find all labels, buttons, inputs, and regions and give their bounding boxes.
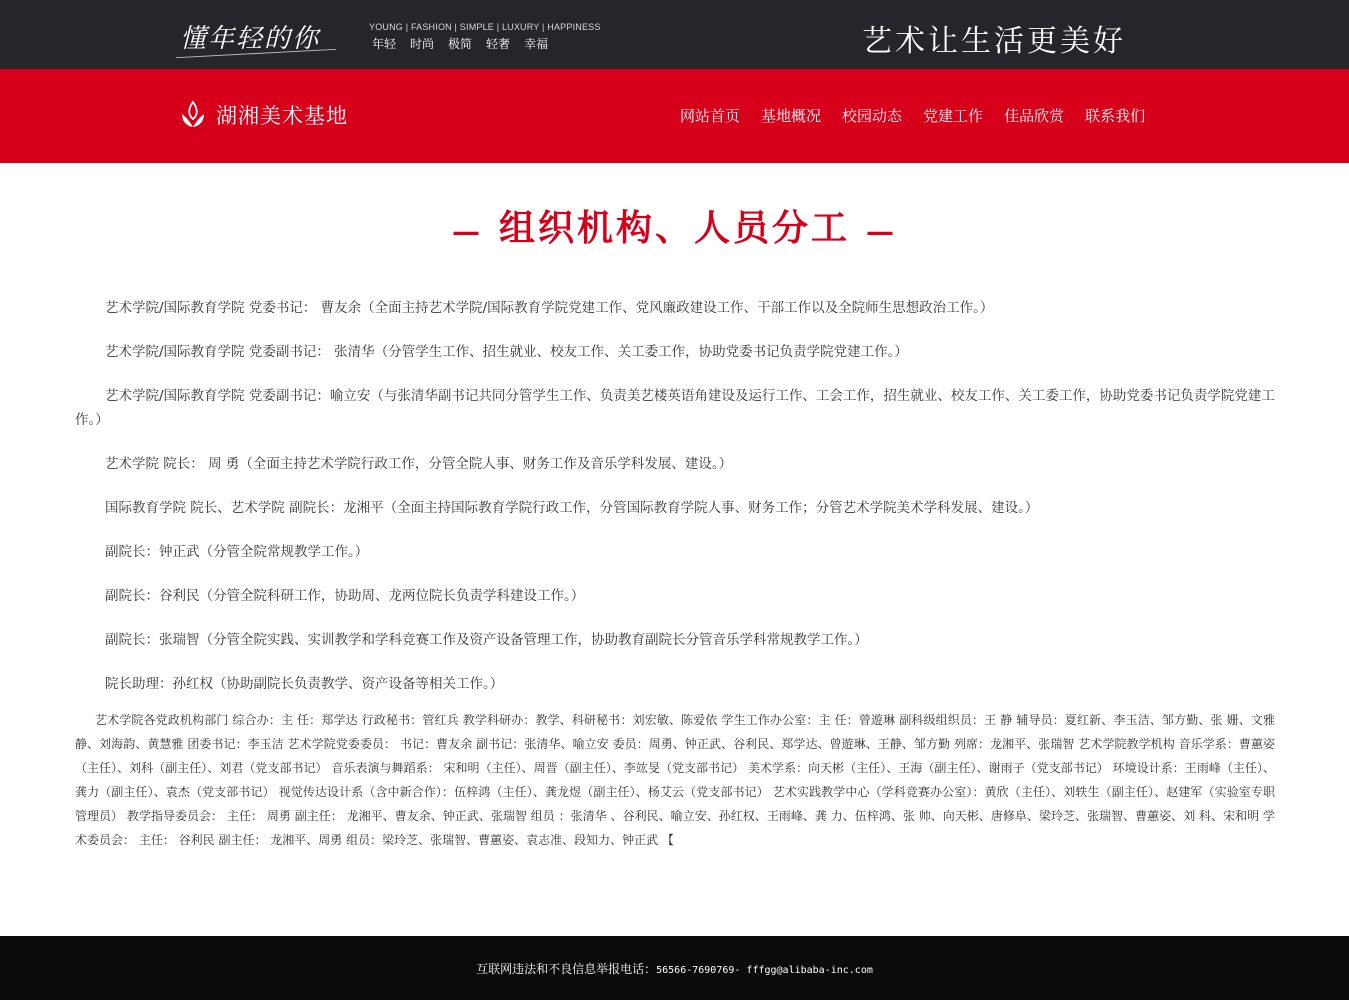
footer <box>0 936 1349 1000</box>
page-title <box>0 200 1349 251</box>
staff-paragraph: 国际教育学院 院长、艺术学院 副院长：龙湘平（全面主持国际教育学院行政工作，分管国际教育学院人事、财务工作；分管艺术学院美术学科发展、建设。） <box>105 500 1039 516</box>
site-logo[interactable] <box>180 100 348 130</box>
staff-paragraph: 艺术学院/国际教育学院 党委副书记：喻立安（与张清华副书记共同分管学生工作、负责美艺楼英语角建设及运行工作、工会工作，招生就业、校友工作、关工委工作，协助党委书记负责学院党建工作。） <box>75 388 1275 428</box>
nav-item-gallery[interactable]: 佳品欣赏 <box>1004 107 1065 125</box>
nav-item-home[interactable]: 网站首页 <box>680 107 741 125</box>
staff-paragraph: 副院长：谷利民（分管全院科研工作，协助周、龙两位院长负责学科建设工作。） <box>105 588 585 604</box>
slogan-word: 年轻 <box>372 37 397 51</box>
staff-paragraph: 艺术学院/国际教育学院 党委副书记： 张清华（分管学生工作、招生就业、校友工作、关工委工作，协助党委书记负责学院党建工作。） <box>105 344 908 360</box>
slogan-script: 懂年轻的你 <box>180 24 321 54</box>
slogan-word: 时尚 <box>410 37 435 51</box>
title-dash-right: — <box>866 214 897 248</box>
nav-item-party-work[interactable]: 党建工作 <box>923 107 984 125</box>
slogan-chinese <box>372 35 562 52</box>
main-nav <box>680 104 1166 128</box>
logo-text: 湖湘美术基地 <box>216 104 348 128</box>
slogan-word: 极简 <box>448 37 473 51</box>
nav-item-contact[interactable]: 联系我们 <box>1085 107 1146 125</box>
staff-paragraph: 院长助理：孙红权（协助副院长负责教学、资产设备等相关工作。） <box>105 676 504 692</box>
slogan-word: 轻奢 <box>486 37 511 51</box>
footer-report-line <box>0 960 1349 977</box>
title-dash-left: — <box>451 214 483 248</box>
staff-paragraph: 副院长：张瑞智（分管全院实践、实训教学和学科竞赛工作及资产设备管理工作，协助教育副院长分管音乐学科常规教学工作。） <box>105 632 868 648</box>
departments-text: 艺术学院各党政机构部门 综合办：主 任：郑学达 行政秘书：管红兵 教学科研办：教学、科研秘书：刘宏敏、陈爱依 学生工作办公室：主 任：曾遊琳 副科级组织员：王 静 辅导员：夏红新、李玉洁、邹方勤、张 姗、文雅静、刘海韵、黄慧雅 团委书记：李玉洁 艺术学院党委委员： 书记：曹友余 副书记：张清华、喻立安 委员：周勇、钟正武、谷利民、郑学达、曾遊琳、王静、邹方勤 列席：龙湘平、张瑞智 艺术学院教学机构 音乐学系：曹蕙姿（主任）、刘科（副主任）、刘君（党支部书记） 音乐表演与舞蹈系： 宋和明（主任）、周晋（副主任）、李竑旻（党支部书记） 美术学系：向天彬（主任）、王海（副主任）、谢雨子（党支部书记） 环境设计系：王雨峰（主任）、龚力（副主任）、袁杰（党支部书记） 视觉传达设计系（含中新合作）：伍梓鸿（主任）、龚龙煜（副主任）、杨艾云（党支部书记） 艺术实践教学中心（学科竞赛办公室）：黄欣（主任）、刘轶生（副主任）、赵建军（实验室专职管理员） 教学指导委员会： 主任： 周勇 副主任： 龙湘平、曹友余、钟正武、张瑞智 组员 ：张清华 、谷利民、喻立安、孙红权、王雨峰、龚 力、伍梓鸿、张 帅、向天彬、唐修阜、梁玲芝、张瑞智、曹蕙姿、刘 科、宋和明 学术委员会： 主任： 谷利民 副主任： 龙湘平、周勇 组员：梁玲芝、张瑞智、曹蕙姿、袁志准、段知力、钟正武 【 <box>75 713 1275 847</box>
article-content <box>75 296 1275 716</box>
footer-label: 互联网违法和不良信息举报电话： <box>476 962 657 976</box>
slogan-word: 幸福 <box>524 37 549 51</box>
nav-item-overview[interactable]: 基地概况 <box>761 107 822 125</box>
slogan-english: YOUNG | FASHION | SIMPLE | LUXURY | HAPPINESS <box>369 22 601 32</box>
staff-paragraph: 艺术学院 院长： 周 勇（全面主持艺术学院行政工作，分管全院人事、财务工作及音乐学科发展、建设。） <box>105 456 733 472</box>
footer-contact: 56566-7690769- fffgg@alibaba-inc.com <box>656 965 873 976</box>
top-banner <box>0 0 1349 69</box>
slogan-right: 艺术让生活更美好 <box>862 24 1126 59</box>
nav-item-campus-news[interactable]: 校园动态 <box>842 107 903 125</box>
page-title-text: 组织机构、人员分工 <box>498 207 850 249</box>
staff-paragraph: 艺术学院/国际教育学院 党委书记： 曹友余（全面主持艺术学院/国际教育学院党建工作、党风廉政建设工作、干部工作以及全院师生思想政治工作。） <box>105 300 994 316</box>
staff-paragraph: 副院长：钟正武（分管全院常规教学工作。） <box>105 544 369 560</box>
leaf-logo-icon <box>180 100 206 130</box>
